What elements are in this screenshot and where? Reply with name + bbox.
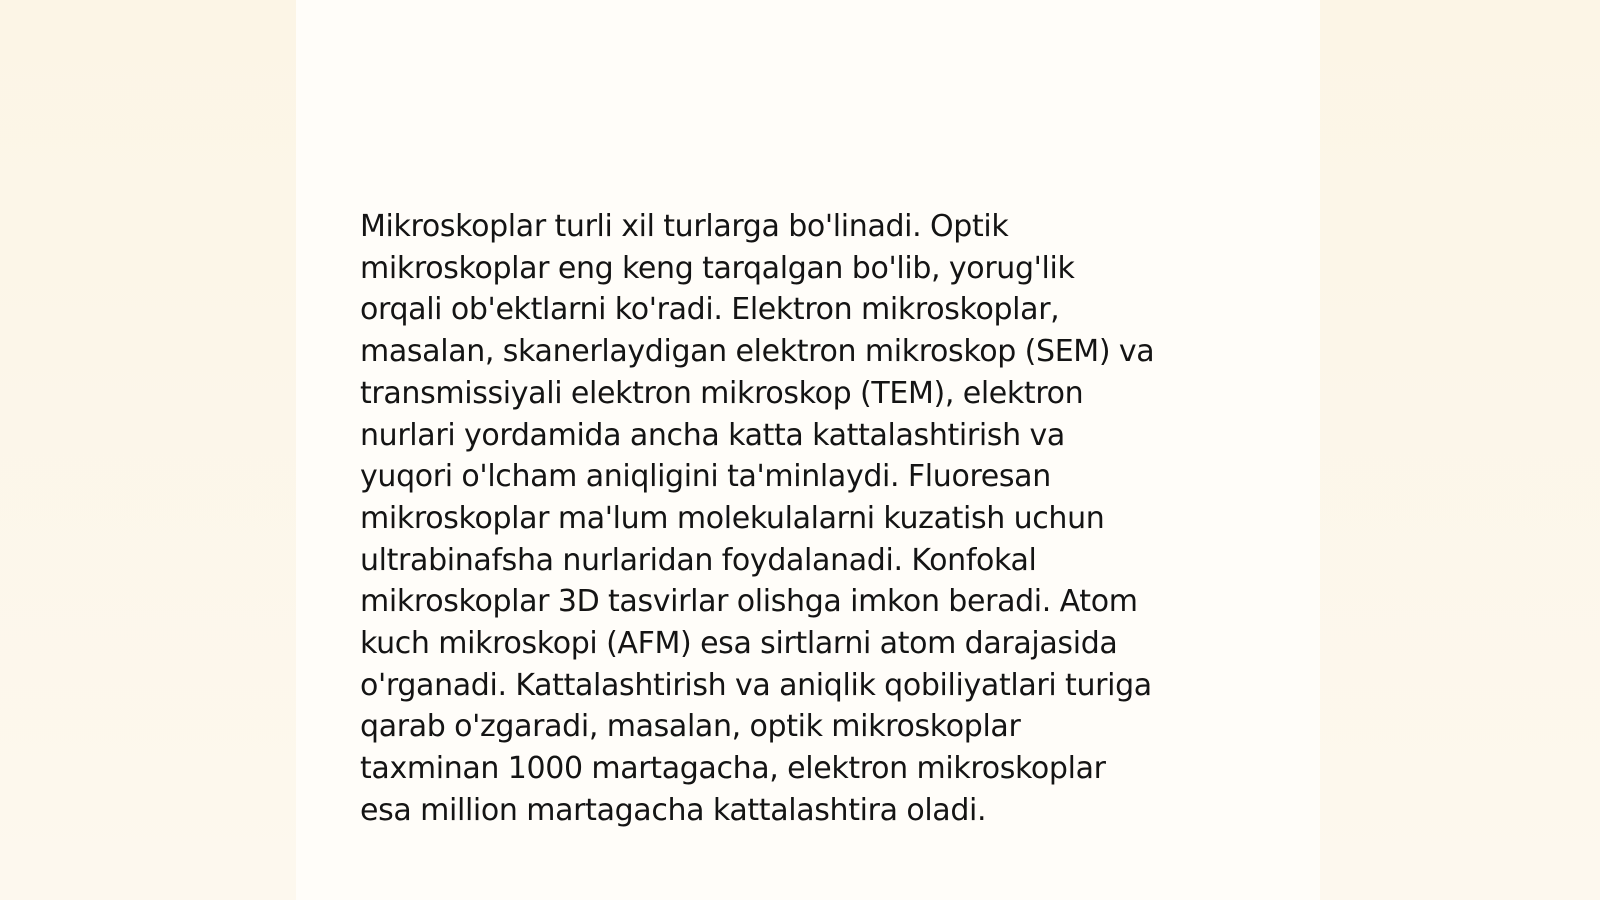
paragraph-line: orqali ob'ektlarni ko'radi. Elektron mikroskoplar, (360, 292, 1060, 328)
paragraph-line: mikroskoplar ma'lum molekulalarni kuzatish uchun (360, 500, 1105, 536)
paragraph-line: taxminan 1000 martagacha, elektron mikroskoplar (360, 751, 1106, 787)
paragraph-line: ultrabinafsha nurlaridan foydalanadi. Konfokal (360, 542, 1037, 578)
paragraph-line: yuqori o'lcham aniqligini ta'minlaydi. Fluoresan (360, 459, 1051, 495)
paragraph-line: Mikroskoplar turli xil turlarga bo'linadi. Optik (360, 209, 1009, 244)
document-page (296, 0, 1320, 900)
paragraph-line: qarab o'zgaradi, masalan, optik mikroskoplar (360, 709, 1021, 745)
paragraph-line: mikroskoplar 3D tasvirlar olishga imkon beradi. Atom (360, 584, 1138, 620)
paragraph-line: nurlari yordamida ancha katta kattalashtirish va (360, 417, 1065, 453)
paragraph-line: masalan, skanerlaydigan elektron mikroskop (SEM) va (360, 334, 1155, 370)
paragraph-line: transmissiyali elektron mikroskop (TEM), elektron (360, 375, 1084, 411)
paragraph-line: kuch mikroskopi (AFM) esa sirtlarni atom darajasida (360, 626, 1118, 662)
paragraph-line: esa million martagacha kattalashtira oladi. (360, 792, 987, 828)
body-paragraph (360, 206, 1260, 832)
paragraph-line: o'rganadi. Kattalashtirish va aniqlik qobiliyatlari turiga (360, 667, 1152, 703)
paragraph-line: mikroskoplar eng keng tarqalgan bo'lib, yorug'lik (360, 250, 1075, 286)
